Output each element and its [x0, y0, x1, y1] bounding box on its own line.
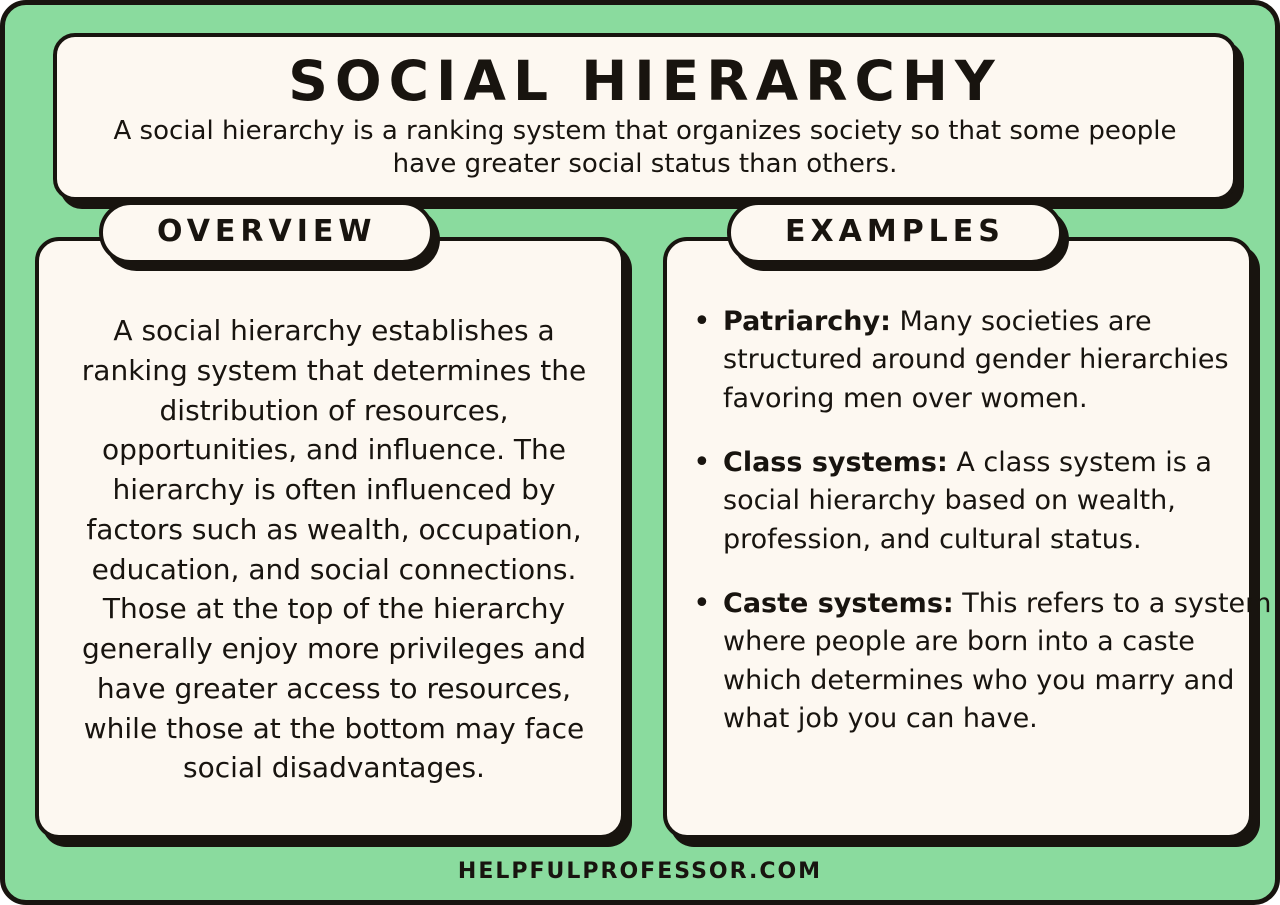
page-title: SOCIAL HIERARCHY: [288, 49, 1002, 113]
examples-header: [727, 201, 1063, 264]
overview-body: [35, 237, 625, 839]
overview-column: [33, 201, 629, 849]
list-item-term: Class systems:: [723, 446, 948, 478]
examples-header-label: EXAMPLES: [785, 214, 1005, 249]
definition-text: A social hierarchy is a ranking system that organizes society so that some people have greater social status than others.: [113, 115, 1177, 179]
list-item-term: Patriarchy:: [723, 306, 891, 337]
list-item-text: A class system is a social hierarchy based on wealth, profession, and cultural status.: [723, 446, 1212, 555]
overview-header: [99, 201, 434, 264]
overview-paragraph: A social hierarchy establishes a ranking system that determines the distribution of resources, opportunities, and influence. The hierarchy is often influenced by factors such as wealth, occupation, education, and social connections. Those at the top of the hierarchy generally enjoy more privileges and have greater access to resources, while those at the bottom may face social disadvantages.: [81, 314, 587, 785]
list-item: [723, 585, 1279, 738]
examples-body: [663, 237, 1272, 839]
footer-watermark: HELPFULPROFESSOR.COM: [457, 859, 823, 884]
list-item-text: Many societies are structured around gender hierarchies favoring men over women.: [723, 306, 1229, 414]
title-card: [53, 33, 1237, 201]
list-item: [723, 444, 1279, 559]
examples-column: [661, 201, 1272, 849]
list-item-text: This refers to a system where people are born into a caste which determines who you marry and what job you can have.: [723, 587, 1272, 734]
list-item-term: Caste systems:: [723, 587, 954, 619]
examples-list: [685, 303, 1279, 764]
list-item: [723, 303, 1279, 418]
columns-container: [33, 201, 1272, 849]
overview-header-label: OVERVIEW: [157, 214, 377, 249]
